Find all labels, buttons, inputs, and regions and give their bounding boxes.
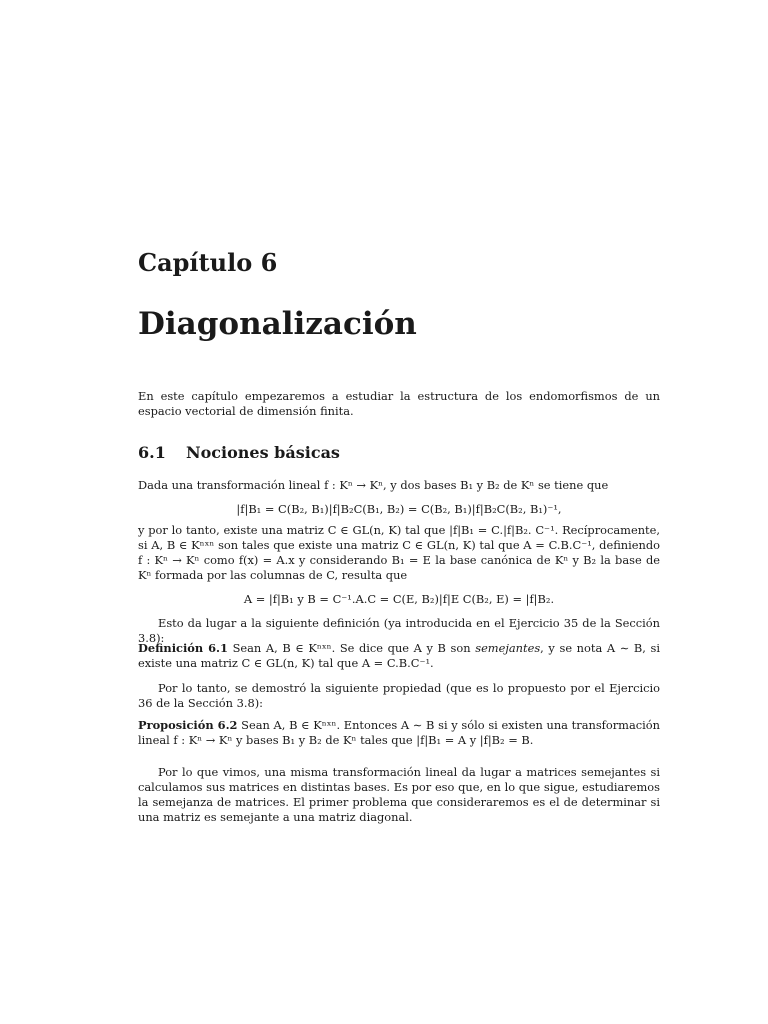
definition-term: semejantes bbox=[475, 641, 541, 655]
definition-body-a: Sean A, B ∈ Kⁿˣⁿ. Se dice que A y B son bbox=[227, 641, 476, 655]
section-number: 6.1 bbox=[138, 443, 166, 462]
proposition-6-2 bbox=[138, 718, 660, 748]
chapter-label: Capítulo 6 bbox=[138, 248, 278, 277]
paragraph-2: y por lo tanto, existe una matriz C ∈ GL(n, K) tal que |f|B₁ = C.|f|B₂. C⁻¹. Recíprocamente, si A, B ∈ Kⁿˣⁿ son tales que existe una matriz C ∈ GL(n, K) tal que A = C.B.C⁻¹, definiendo f : Kⁿ → Kⁿ como f(x) = A.x y considerando B₁ = E la base canónica de Kⁿ y B₂ la base de Kⁿ formada por las columnas de C, resulta que bbox=[138, 523, 660, 582]
proposition-head: Proposición 6.2 bbox=[138, 718, 238, 732]
chapter-title: Diagonalización bbox=[138, 306, 417, 342]
intro-paragraph: En este capítulo empezaremos a estudiar la estructura de los endomorfismos de un espacio vectorial de dimensión finita. bbox=[138, 389, 660, 418]
equation-2: A = |f|B₁ y B = C⁻¹.A.C = C(E, B₂)|f|E C(B₂, E) = |f|B₂. bbox=[243, 592, 555, 606]
paragraph-3: Esto da lugar a la siguiente definición (ya introducida en el Ejercicio 35 de la Sección 3.8): bbox=[138, 616, 660, 645]
definition-body-b: , y se nota A ∼ B, si existe una matriz C ∈ GL(n, K) tal que A = C.B.C⁻¹. bbox=[138, 641, 660, 670]
proposition-body: Sean A, B ∈ Kⁿˣⁿ. Entonces A ∼ B si y sólo si existen una transformación lineal f : Kⁿ → Kⁿ y bases B₁ y B₂ de Kⁿ tales que |f|B₁ = A y |f|B₂ = B. bbox=[138, 718, 660, 747]
paragraph-4: Por lo tanto, se demostró la siguiente propiedad (que es lo propuesto por el Ejercicio 36 de la Sección 3.8): bbox=[138, 681, 660, 710]
section-title: Nociones básicas bbox=[186, 443, 340, 462]
definition-head: Definición 6.1 bbox=[138, 641, 228, 655]
definition-6-1 bbox=[138, 641, 660, 671]
paragraph-5: Por lo que vimos, una misma transformación lineal da lugar a matrices semejantes si calculamos sus matrices en distintas bases. Es por eso que, en lo que sigue, estudiaremos la semejanza de matrices. El primer problema que consideraremos es el de determinar si una matriz es semejante a una matriz diagonal. bbox=[138, 765, 660, 824]
paragraph-1: Dada una transformación lineal f : Kⁿ → Kⁿ, y dos bases B₁ y B₂ de Kⁿ se tiene que bbox=[138, 478, 609, 492]
equation-1: |f|B₁ = C(B₂, B₁)|f|B₂C(B₁, B₂) = C(B₂, B₁)|f|B₂C(B₂, B₁)⁻¹, bbox=[236, 502, 562, 516]
section-heading bbox=[138, 443, 340, 462]
